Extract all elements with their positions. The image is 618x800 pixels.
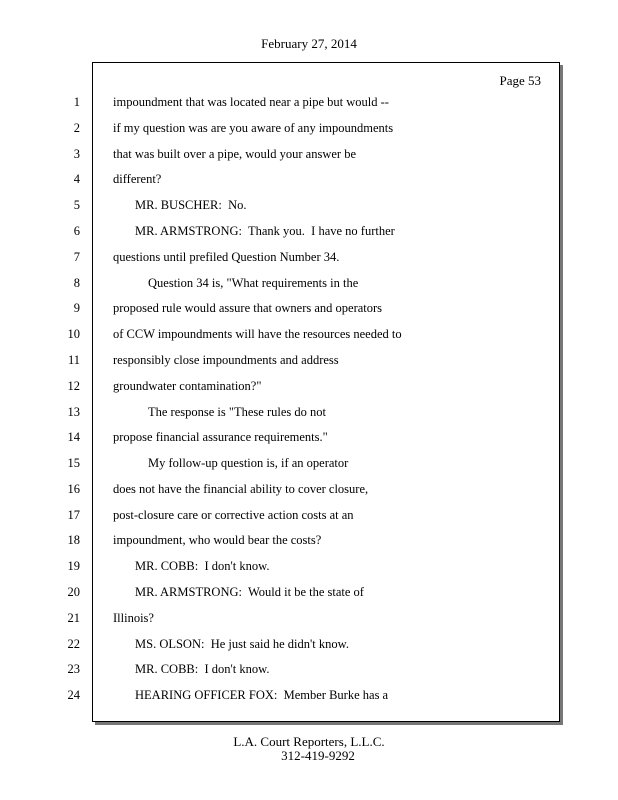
line-number: 21 xyxy=(67,611,80,625)
transcript-line: if my question was are you aware of any impoundments xyxy=(113,121,394,135)
line-number: 17 xyxy=(67,508,80,522)
transcript-line: questions until prefiled Question Number 34. xyxy=(113,250,340,264)
transcript-line: that was built over a pipe, would your answer be xyxy=(113,147,356,161)
transcript-line: HEARING OFFICER FOX: Member Burke has a xyxy=(135,688,389,702)
transcript-line: does not have the financial ability to cover closure, xyxy=(113,482,369,496)
line-number: 23 xyxy=(67,662,80,676)
transcript-line: impoundment, who would bear the costs? xyxy=(113,533,322,547)
footer-phone: 312-419-9292 xyxy=(281,748,355,763)
line-number: 12 xyxy=(67,379,80,393)
line-number: 14 xyxy=(67,430,80,444)
line-number: 16 xyxy=(67,482,80,496)
transcript-line: groundwater contamination?" xyxy=(113,379,262,393)
line-number: 18 xyxy=(67,533,80,547)
page-number: Page 53 xyxy=(499,73,541,88)
line-number: 2 xyxy=(73,121,80,135)
line-number: 11 xyxy=(67,353,80,367)
line-number: 1 xyxy=(73,95,80,109)
line-number: 3 xyxy=(73,147,80,161)
header-date: February 27, 2014 xyxy=(261,36,357,51)
line-number: 5 xyxy=(73,198,80,212)
line-number: 8 xyxy=(73,276,80,290)
transcript-line: MS. OLSON: He just said he didn't know. xyxy=(135,637,349,651)
transcript-line: The response is "These rules do not xyxy=(148,405,326,419)
transcript-line: MR. BUSCHER: No. xyxy=(135,198,247,212)
line-number: 20 xyxy=(67,585,80,599)
transcript-line: of CCW impoundments will have the resources needed to xyxy=(113,327,402,341)
transcript-line: propose financial assurance requirements." xyxy=(113,430,328,444)
transcript-line: proposed rule would assure that owners and operators xyxy=(113,301,383,315)
transcript-line: My follow-up question is, if an operator xyxy=(148,456,349,470)
line-number: 22 xyxy=(67,637,80,651)
line-number: 9 xyxy=(73,301,80,315)
transcript-line: Question 34 is, "What requirements in the xyxy=(148,276,359,290)
transcript-line: MR. ARMSTRONG: Would it be the state of xyxy=(135,585,364,599)
transcript-line: post-closure care or corrective action costs at an xyxy=(113,508,354,522)
line-number: 10 xyxy=(67,327,80,341)
transcript-line: MR. COBB: I don't know. xyxy=(135,559,270,573)
transcript-line: MR. ARMSTRONG: Thank you. I have no further xyxy=(135,224,395,238)
line-number: 24 xyxy=(67,688,80,702)
line-number: 7 xyxy=(73,250,80,264)
transcript-line: impoundment that was located near a pipe but would -- xyxy=(113,95,389,109)
transcript-line: different? xyxy=(113,172,162,186)
line-number: 13 xyxy=(67,405,80,419)
transcript-line: responsibly close impoundments and address xyxy=(113,353,339,367)
line-number: 19 xyxy=(67,559,80,573)
line-number: 15 xyxy=(67,456,80,470)
transcript-line: Illinois? xyxy=(113,611,154,625)
transcript-line: MR. COBB: I don't know. xyxy=(135,662,270,676)
line-number: 4 xyxy=(73,172,80,186)
footer-company: L.A. Court Reporters, L.L.C. xyxy=(233,734,385,749)
line-number: 6 xyxy=(73,224,80,238)
